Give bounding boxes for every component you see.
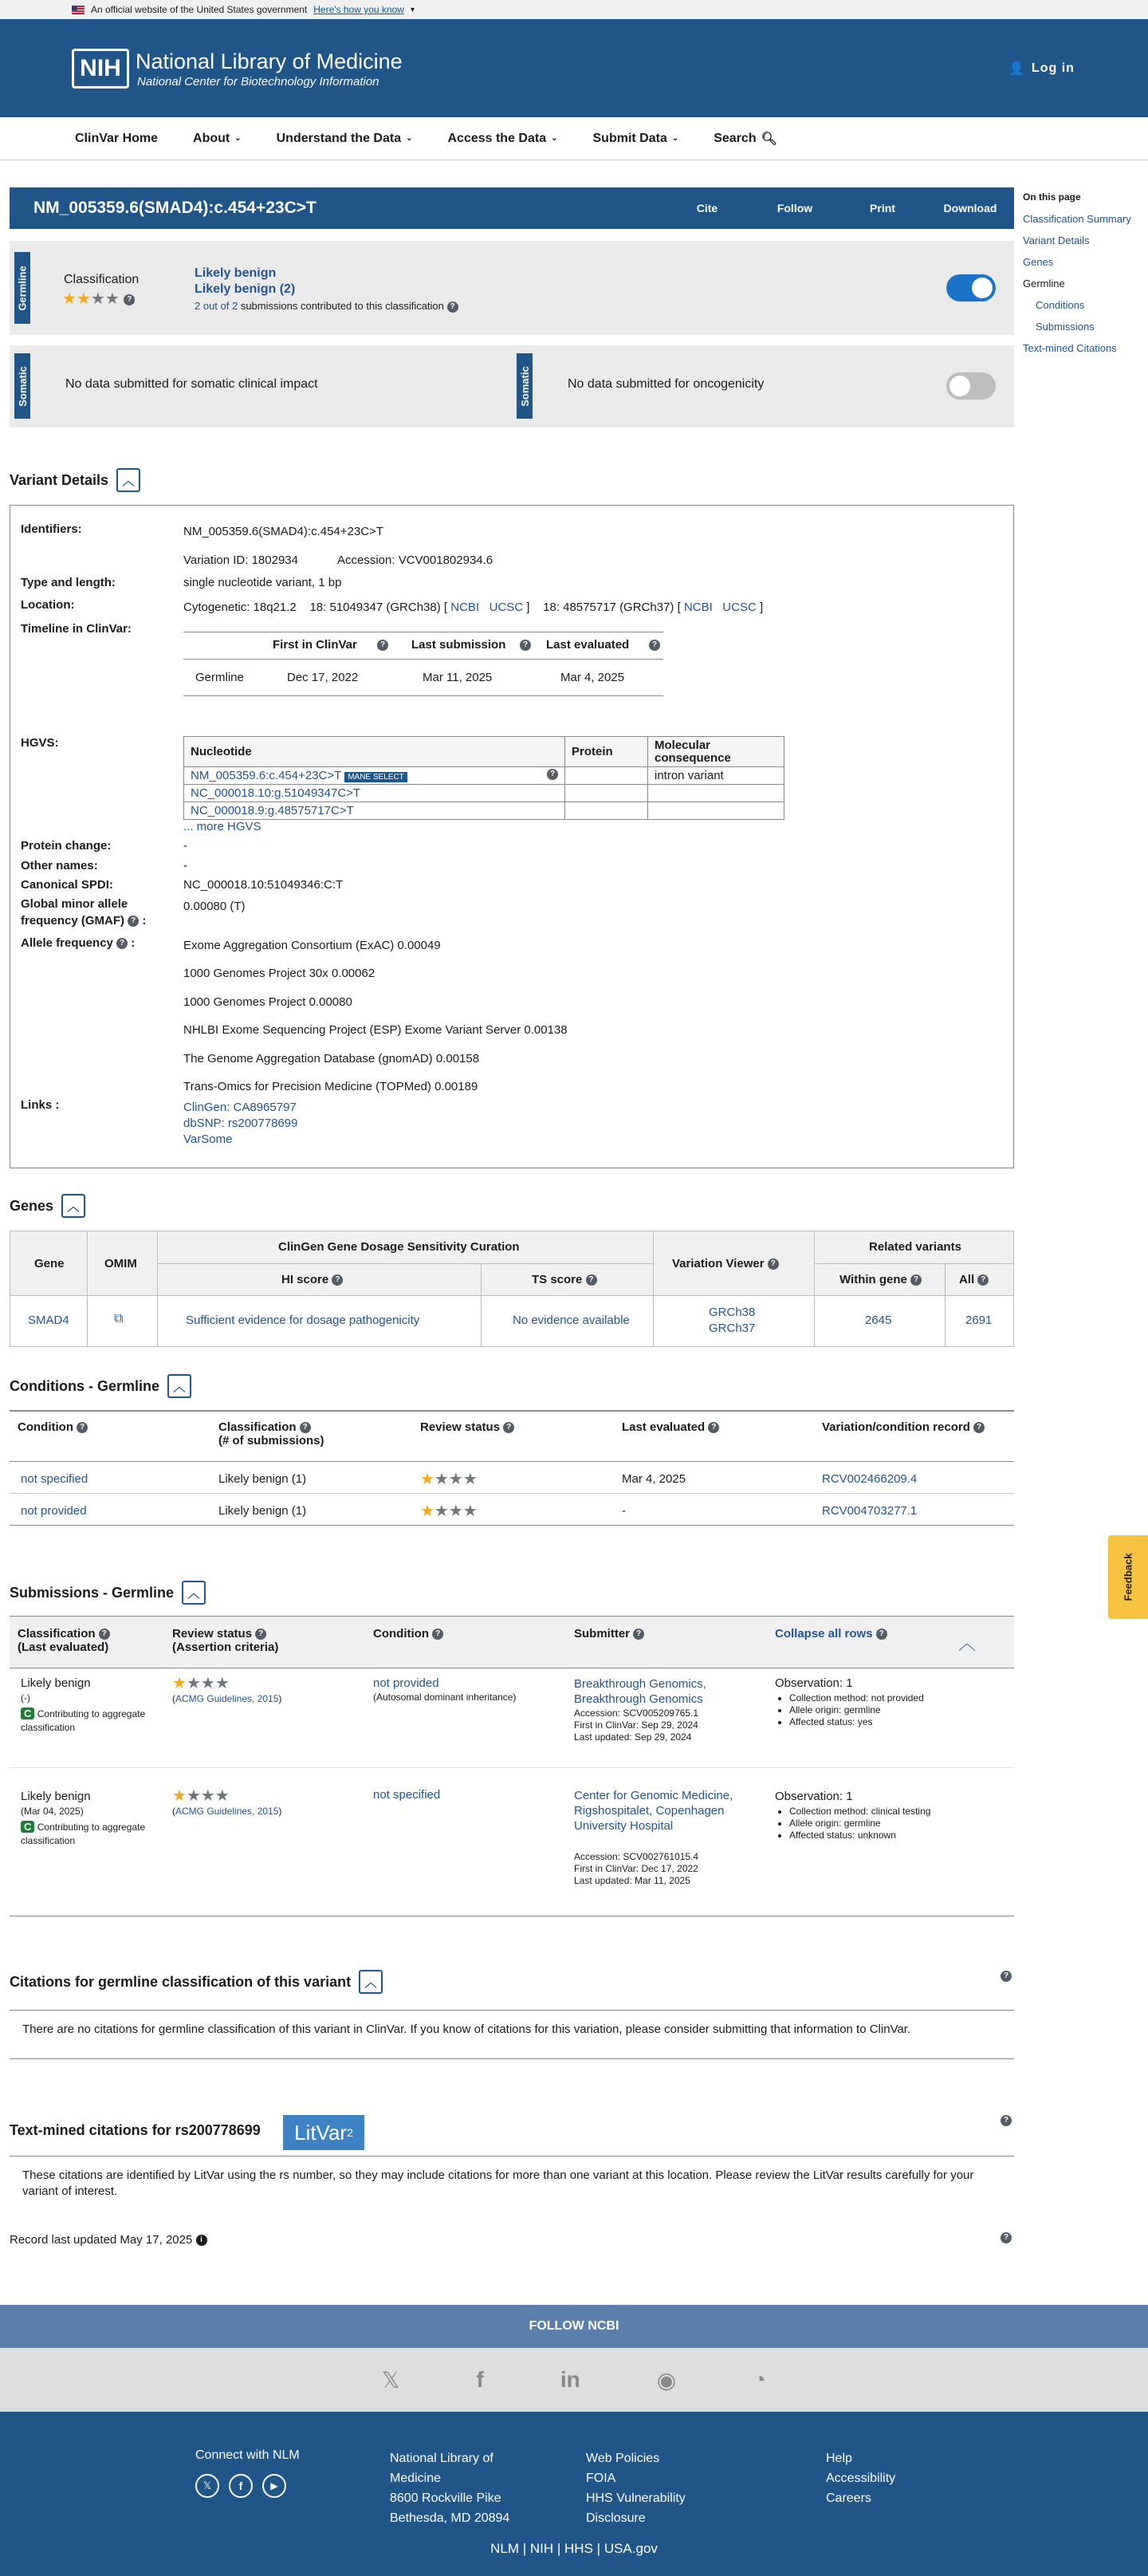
timeline-table: First in ClinVar ? Last submission ? Last evaluated ? Germline Dec 17, 2022 Mar 11, 2025 Mar 4, 2025	[183, 632, 663, 700]
submitter-link[interactable]: Breakthrough Genomics, Breakthrough Genomics	[574, 1677, 706, 1706]
chevron-down-icon[interactable]: ▾	[410, 5, 415, 14]
hgvs-link[interactable]: NC_000018.9:g.48575717C>T	[191, 804, 354, 817]
submitter-link[interactable]: Center for Genomic Medicine, Rigshospitalet, Copenhagen University Hospital	[574, 1789, 733, 1833]
conditions-table: Condition ? Classification ? (# of submissions) Review status ? Last evaluated ? Variation/condition record ? not specified Likely benign (1) ★★★★ Mar 4, 2025 RCV002466209.4 not provided Likely benign (1) ★★★★ - RCV004703277.1	[10, 1410, 1014, 1526]
af-label: Allele frequency ? :	[21, 936, 136, 950]
rss-icon[interactable]: ◔	[753, 2367, 767, 2392]
more-hgvs-link[interactable]: ... more HGVS	[183, 820, 261, 833]
youtube-icon[interactable]: ▶	[262, 2474, 286, 2498]
github-icon[interactable]: ◉	[656, 2367, 677, 2393]
germline-toggle[interactable]	[946, 274, 996, 301]
sidebar-item-conditions[interactable]: Conditions	[1036, 299, 1085, 311]
site-header	[0, 19, 1148, 117]
timeline-label: Timeline in ClinVar:	[21, 622, 132, 636]
hgvs-table: Nucleotide Protein Molecular consequence NM_005359.6:c.454+23C>T MANE SELECT ? intron variant NC_000018.10:g.51049347C>T NC_000018.9:g.48575717C>T	[183, 736, 784, 820]
print-button[interactable]: Print	[870, 202, 895, 215]
condition-link[interactable]: not provided	[373, 1676, 439, 1690]
footer-bottom-links[interactable]: NLM | NIH | HHS | USA.gov	[490, 2541, 658, 2556]
submissions-table: Classification ? (Last evaluated) Review status ? (Assertion criteria) Condition ? Submitter ? Collapse all rows ? ︿ Likely benign (-) C Contributing to aggregate classification ★★★★ (ACMG Guidelines, 2015) not provided (Autosomal dominant inheritance) Breakthrough Genomics, Breakthrough Genomics Accession: SCV005209765.1 First in ClinVar: Sep 29, 2024 Last updated: Sep 29, 2024 Observation: 1 • Collection method: not provided • Allele origin: germline • Affected status: yes Likely benign (Mar 04, 2025) C Contributing to aggregate classification ★★★★ (ACMG Guidelines, 2015) not specified Center for Genomic Medicine, Rigshospitalet, Copenhagen University Hospital Accession: SCV002761015.4 First in ClinVar: Dec 17, 2022 Last updated: Mar 11, 2025 Observation: 1 • Collection method: clinical testing • Allele origin: germline • Affected status: unknown	[10, 1616, 1014, 1917]
location-value: Cytogenetic: 18q21.2 18: 51049347 (GRCh38) [ NCBI UCSC ] 18: 48575717 (GRCh37) [ NCBI UCSC ]	[183, 601, 764, 614]
gmaf-label: frequency (GMAF) ? :	[21, 914, 147, 928]
collapse-icon[interactable]: ︿	[61, 1194, 85, 1218]
citations-text: There are no citations for germline classification of this variant in ClinVar. If you know of citations for this variation, please consider submitting that information to ClinVar.	[10, 2010, 1014, 2059]
grch38-viewer-link[interactable]: GRCh38	[709, 1306, 756, 1319]
gene-link-smad4[interactable]: SMAD4	[28, 1314, 69, 1327]
cite-button[interactable]: Cite	[696, 202, 718, 215]
litvar-logo[interactable]: LitVar 2	[283, 2115, 364, 2150]
collapse-icon[interactable]: ︿	[182, 1581, 206, 1605]
contributing-badge: C Contributing to aggregate classification	[21, 1821, 146, 1846]
help-icon[interactable]: ?	[1001, 2232, 1012, 2243]
collapse-icon[interactable]: ︿	[167, 1374, 191, 1398]
sidebar-item-submissions[interactable]: Submissions	[1036, 321, 1095, 333]
search-icon: 🔍︎	[761, 132, 777, 146]
germline-tab: Germline	[14, 252, 30, 324]
connect-label: Connect with NLM	[195, 2448, 300, 2462]
linkedin-icon[interactable]: in	[560, 2367, 580, 2392]
sidebar-item-variant-details[interactable]: Variant Details	[1023, 234, 1090, 246]
nav-about[interactable]: About ⌄	[193, 131, 242, 145]
somatic-summary-panel	[10, 345, 1014, 427]
variant-details-box: Identifiers: NM_005359.6(SMAD4):c.454+23C>T Variation ID: 1802934 Accession: VCV001802934.6 Type and length: single nucleotide variant, 1 bp Location: Cytogenetic: 18q21.2 18: 51049347 (GRCh38) [ NCBI UCSC ] 18: 48575717 (GRCh37) [ NCBI UCSC ] Timeline in ClinVar: First in ClinVar ? Last submission ? Last evaluated ? Germline Dec 17, 2022 Mar 11, 2025 Mar 4, 2025 HGVS: Nucleotide Protein Molecular consequence NM_005359.6:c.454+23C>T MANE SELECT ? intron variant NC_000018.10:g.51049347C>T NC_000018.9:g.48575717C>T ... more HGVS Protein change: - Other names: - Canonical SPDI: NC_000018.10:51049346:C:T Global minor allele frequency (GMAF) ? : 0.00080 (T) Allele frequency ? : Exome Aggregation Consortium (ExAC) 0.00049 1000 Genomes Project 30x 0.00062 1000 Genomes Project 0.00080 NHLBI Exome Sequencing Project (ESP) Exome Variant Server 0.00138 The Genome Aggregation Database (gnomAD) 0.00158 Trans-Omics for Precision Medicine (TOPMed) 0.00189 Links : ClinGen: CA8965797 dbSNP: rs200778699 VarSome	[10, 505, 1014, 1168]
variation-id: Variation ID: 1802934	[183, 553, 298, 567]
germline-summary-panel	[10, 241, 1014, 335]
all-variants-link[interactable]: 2691	[965, 1314, 993, 1327]
ucsc-link-37[interactable]: UCSC	[722, 601, 757, 614]
classification-count[interactable]: Likely benign (2)	[195, 282, 296, 296]
classification-value[interactable]: Likely benign	[195, 266, 277, 280]
nav-submit[interactable]: Submit Data ⌄	[592, 131, 679, 145]
footer-address: National Library of Medicine 8600 Rockville Pike Bethesda, MD 20894	[390, 2452, 510, 2525]
type-label: Type and length:	[21, 576, 116, 589]
nih-logo[interactable]: NIH	[72, 49, 129, 89]
review-stars: ★★★★ ?	[62, 289, 135, 309]
type-value: single nucleotide variant, 1 bp	[183, 576, 342, 589]
acmg-link[interactable]: ACMG Guidelines, 2015	[175, 1806, 279, 1817]
chevron-down-icon: ⌄	[234, 134, 242, 143]
collapse-icon[interactable]: ︿	[116, 468, 140, 492]
chevron-down-icon: ⌄	[551, 134, 558, 143]
download-button[interactable]: Download	[943, 202, 997, 215]
review-stars: ★★★★	[172, 1675, 230, 1692]
footer	[0, 2412, 1148, 2576]
citations-heading: Citations for germline classification of this variant ︿	[10, 1970, 383, 1994]
x-icon[interactable]: 𝕏	[381, 2367, 400, 2393]
varsome-link[interactable]: VarSome	[183, 1132, 233, 1146]
sidebar-heading: On this page	[1023, 191, 1081, 203]
help-icon[interactable]: ?	[1001, 1971, 1012, 1982]
nlm-title[interactable]: National Library of Medicine	[136, 49, 403, 73]
nav-search[interactable]: Search 🔍︎	[714, 131, 777, 146]
review-stars: ★★★★	[420, 1503, 478, 1520]
gov-banner-text: An official website of the United States government	[91, 4, 308, 15]
nlm-subtitle: National Center for Biotechnology Information	[137, 75, 379, 89]
submission-summary: 2 out of 2 submissions contributed to this classification ?	[195, 300, 458, 313]
sidebar-item-genes[interactable]: Genes	[1023, 256, 1054, 268]
classification-label: Classification	[64, 273, 140, 286]
somatic-onco-text: No data submitted for oncogenicity	[568, 377, 765, 391]
condition-link[interactable]: not provided	[21, 1504, 87, 1518]
follow-button[interactable]: Follow	[776, 202, 813, 215]
text-mined-text: These citations are identified by LitVar using the rs number, so they may include citations for more than one variant at this location. Please review the LitVar results carefully for your variant of interest.	[10, 2156, 1014, 2212]
rcv-link[interactable]: RCV004703277.1	[822, 1504, 918, 1518]
grch37-viewer-link[interactable]: GRCh37	[709, 1321, 756, 1335]
hgvs-label: HGVS:	[21, 736, 59, 750]
on-this-page-nav	[1023, 187, 1148, 359]
hgvs-link[interactable]: NM_005359.6:c.454+23C>T	[191, 769, 342, 782]
hi-score-link[interactable]: Sufficient evidence for dosage pathogenicity	[186, 1314, 420, 1327]
within-gene-link[interactable]: 2645	[865, 1314, 892, 1327]
chevron-down-icon: ⌄	[671, 134, 679, 143]
external-link-icon[interactable]: ⧉	[114, 1312, 124, 1325]
help-icon[interactable]: ?	[1001, 2115, 1012, 2126]
identifiers-label: Identifiers:	[21, 522, 82, 536]
contributing-badge: C Contributing to aggregate classification	[21, 1707, 146, 1733]
genes-heading: Genes ︿	[10, 1194, 85, 1218]
somatic-toggle[interactable]	[946, 372, 996, 400]
acmg-link[interactable]: ACMG Guidelines, 2015	[175, 1693, 279, 1704]
ncbi-link-38[interactable]: NCBI	[450, 601, 480, 614]
somatic-tab: Somatic	[14, 353, 30, 419]
sidebar-item-classification[interactable]: Classification Summary	[1023, 213, 1131, 225]
sidebar-item-text-mined[interactable]: Text-mined Citations	[1023, 342, 1117, 354]
review-stars: ★★★★	[172, 1787, 230, 1805]
facebook-icon[interactable]: f	[229, 2474, 253, 2498]
help-icon: ?	[447, 301, 458, 313]
info-icon: i	[196, 2235, 207, 2246]
accession: Accession: VCV001802934.6	[337, 553, 493, 567]
nav-access[interactable]: Access the Data ⌄	[447, 131, 558, 145]
genes-table: Gene OMIM ClinGen Gene Dosage Sensitivity Curation HI score ? TS score ? Variation Viewer ? Related variants Within gene ? All ? SMAD4 ⧉ Sufficient evidence for dosage pathogenicity No evidence available GRCh38 GRCh37 2645 2691	[10, 1231, 1014, 1347]
gov-banner	[0, 0, 1148, 19]
page-title: NM_005359.6(SMAD4):c.454+23C>T	[33, 199, 316, 217]
login-button[interactable]: 👤 Log in	[1008, 61, 1075, 76]
follow-ncbi-bar: FOLLOW NCBI	[0, 2305, 1148, 2348]
footer-social	[195, 2474, 286, 2498]
collapse-icon[interactable]: ︿	[359, 1970, 383, 1994]
us-flag-icon	[72, 6, 85, 14]
user-icon: 👤	[1008, 62, 1025, 76]
social-links	[0, 2348, 1148, 2412]
rcv-link[interactable]: RCV002466209.4	[822, 1472, 918, 1486]
record-updated: Record last updated May 17, 2025 i	[10, 2233, 207, 2247]
somatic-clinical-text: No data submitted for somatic clinical impact	[65, 377, 318, 391]
hgvs-link[interactable]: NC_000018.10:g.51049347C>T	[191, 786, 361, 800]
text-mined-heading: Text-mined citations for rs200778699	[10, 2122, 261, 2138]
ts-score-link[interactable]: No evidence available	[513, 1314, 630, 1327]
location-label: Location:	[21, 598, 75, 612]
variant-title-bar	[10, 187, 1014, 229]
how-you-know-link[interactable]: Here's how you know	[313, 4, 404, 15]
facebook-icon[interactable]: f	[476, 2367, 484, 2392]
x-icon[interactable]: 𝕏	[195, 2474, 219, 2498]
mane-select-badge: MANE SELECT	[344, 772, 407, 782]
clingen-link[interactable]: ClinGen: CA8965797	[183, 1101, 297, 1114]
main-nav	[0, 117, 1148, 160]
nav-clinvar-home[interactable]: ClinVar Home	[75, 131, 159, 145]
condition-link[interactable]: not specified	[373, 1788, 441, 1802]
ncbi-link-37[interactable]: NCBI	[683, 601, 713, 614]
variant-details-heading: Variant Details ︿	[10, 468, 140, 492]
ucsc-link-38[interactable]: UCSC	[489, 601, 524, 614]
nav-understand[interactable]: Understand the Data ⌄	[276, 131, 413, 145]
review-stars: ★★★★	[420, 1471, 478, 1488]
help-icon: ?	[124, 294, 135, 305]
somatic-tab-2: Somatic	[517, 353, 533, 419]
dbsnp-link[interactable]: dbSNP: rs200778699	[183, 1117, 298, 1130]
condition-link[interactable]: not specified	[21, 1472, 88, 1486]
collapse-all-rows-link[interactable]: Collapse all rows	[775, 1627, 873, 1641]
conditions-heading: Conditions - Germline ︿	[10, 1374, 191, 1398]
sidebar-item-germline: Germline	[1023, 278, 1065, 290]
chevron-down-icon: ⌄	[406, 134, 413, 143]
footer-help[interactable]: Help Accessibility Careers	[826, 2452, 896, 2505]
footer-policies[interactable]: Web Policies FOIA HHS Vulnerability Disclosure	[586, 2452, 686, 2525]
chevron-up-icon[interactable]: ︿	[958, 1633, 977, 1653]
feedback-button[interactable]: Feedback	[1108, 1535, 1148, 1619]
submissions-heading: Submissions - Germline ︿	[10, 1581, 206, 1605]
identifiers-value: NM_005359.6(SMAD4):c.454+23C>T	[183, 525, 383, 538]
